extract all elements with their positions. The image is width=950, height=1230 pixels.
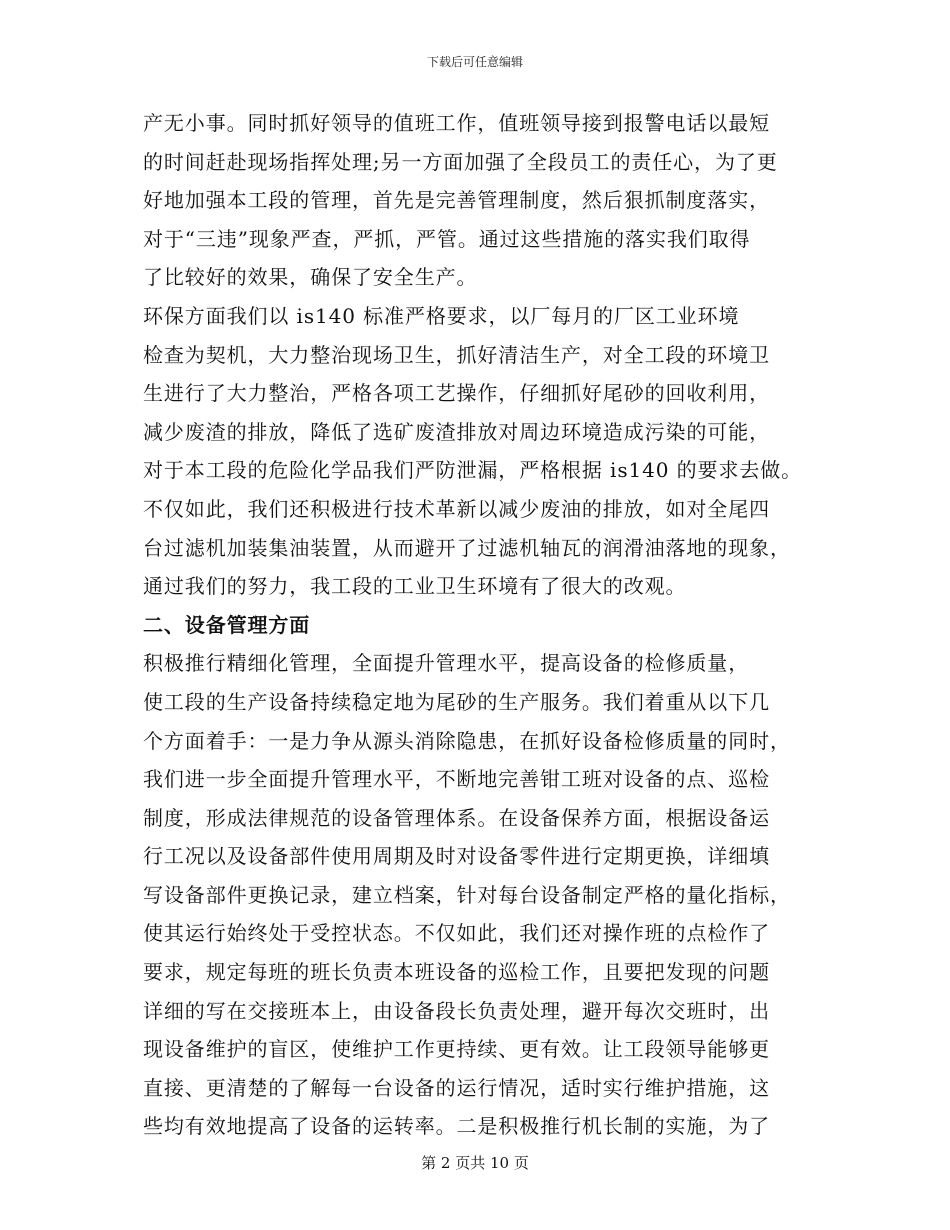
body-line: 的时间赶赴现场指挥处理;另一方面加强了全段员工的责任心，为了更 — [143, 149, 778, 174]
body-line: 好地加强本工段的管理，首先是完善管理制度，然后狠抓制度落实， — [143, 188, 770, 213]
body-line: 通过我们的努力，我工段的工业卫生环境有了很大的改观。 — [143, 574, 687, 599]
body-line: 现设备维护的盲区，使维护工作更持续、更有效。让工段领导能够更 — [143, 1037, 770, 1062]
body-line: 环保方面我们以 is140 标准严格要求，以厂每月的厂区工业环境 — [143, 303, 740, 328]
body-line: 详细的写在交接班本上，由设备段长负责处理，避开每次交班时，出 — [143, 998, 770, 1023]
body-line: 个方面着手：一是力争从源头消除隐患，在抓好设备检修质量的同时， — [143, 728, 791, 753]
body-line: 积极推行精细化管理，全面提升管理水平，提高设备的检修质量， — [143, 651, 750, 676]
body-line: 使工段的生产设备持续稳定地为尾砂的生产服务。我们着重从以下几 — [143, 689, 770, 714]
body-line: 要求，规定每班的班长负责本班设备的巡检工作，且要把发现的问题 — [143, 960, 770, 985]
body-line: 使其运行始终处于受控状态。不仅如此，我们还对操作班的点检作了 — [143, 921, 770, 946]
body-line: 写设备部件更换记录，建立档案，针对每台设备制定严格的量化指标， — [143, 882, 791, 907]
section-heading: 二、设备管理方面 — [143, 612, 311, 637]
page-footer: 第 2 页共 10 页 — [421, 1154, 529, 1172]
body-line: 行工况以及设备部件使用周期及时对设备零件进行定期更换，详细填 — [143, 844, 770, 869]
body-line: 了比较好的效果，确保了安全生产。 — [143, 265, 478, 290]
document-body — [143, 104, 811, 1146]
body-line: 检查为契机，大力整治现场卫生，抓好清洁生产，对全工段的环境卫 — [143, 342, 770, 367]
body-line: 我们进一步全面提升管理水平，不断地完善钳工班对设备的点、巡检 — [143, 767, 770, 792]
page-header: 下载后可任意编辑 — [426, 55, 523, 69]
body-line: 对于“三违”现象严查，严抓，严管。通过这些措施的落实我们取得 — [143, 226, 751, 251]
body-line: 些均有效地提高了设备的运转率。二是积极推行机长制的实施，为了 — [143, 1114, 770, 1139]
body-line: 不仅如此，我们还积极进行技术革新以减少废油的排放，如对全尾四 — [143, 496, 770, 521]
body-line: 制度，形成法律规范的设备管理体系。在设备保养方面，根据设备运 — [143, 805, 770, 830]
body-line: 产无小事。同时抓好领导的值班工作，值班领导接到报警电话以最短 — [143, 111, 770, 135]
body-line: 生进行了大力整治，严格各项工艺操作，仔细抓好尾砂的回收利用， — [143, 381, 770, 406]
body-line: 对于本工段的危险化学品我们严防泄漏，严格根据 is140 的要求去做。 — [143, 458, 803, 483]
body-line: 台过滤机加装集油装置，从而避开了过滤机轴瓦的润滑油落地的现象， — [143, 535, 791, 560]
body-line: 减少废渣的排放，降低了选矿废渣排放对周边环境造成污染的可能， — [143, 419, 770, 444]
body-line: 直接、更清楚的了解每一台设备的运行情况，适时实行维护措施，这 — [143, 1075, 770, 1100]
